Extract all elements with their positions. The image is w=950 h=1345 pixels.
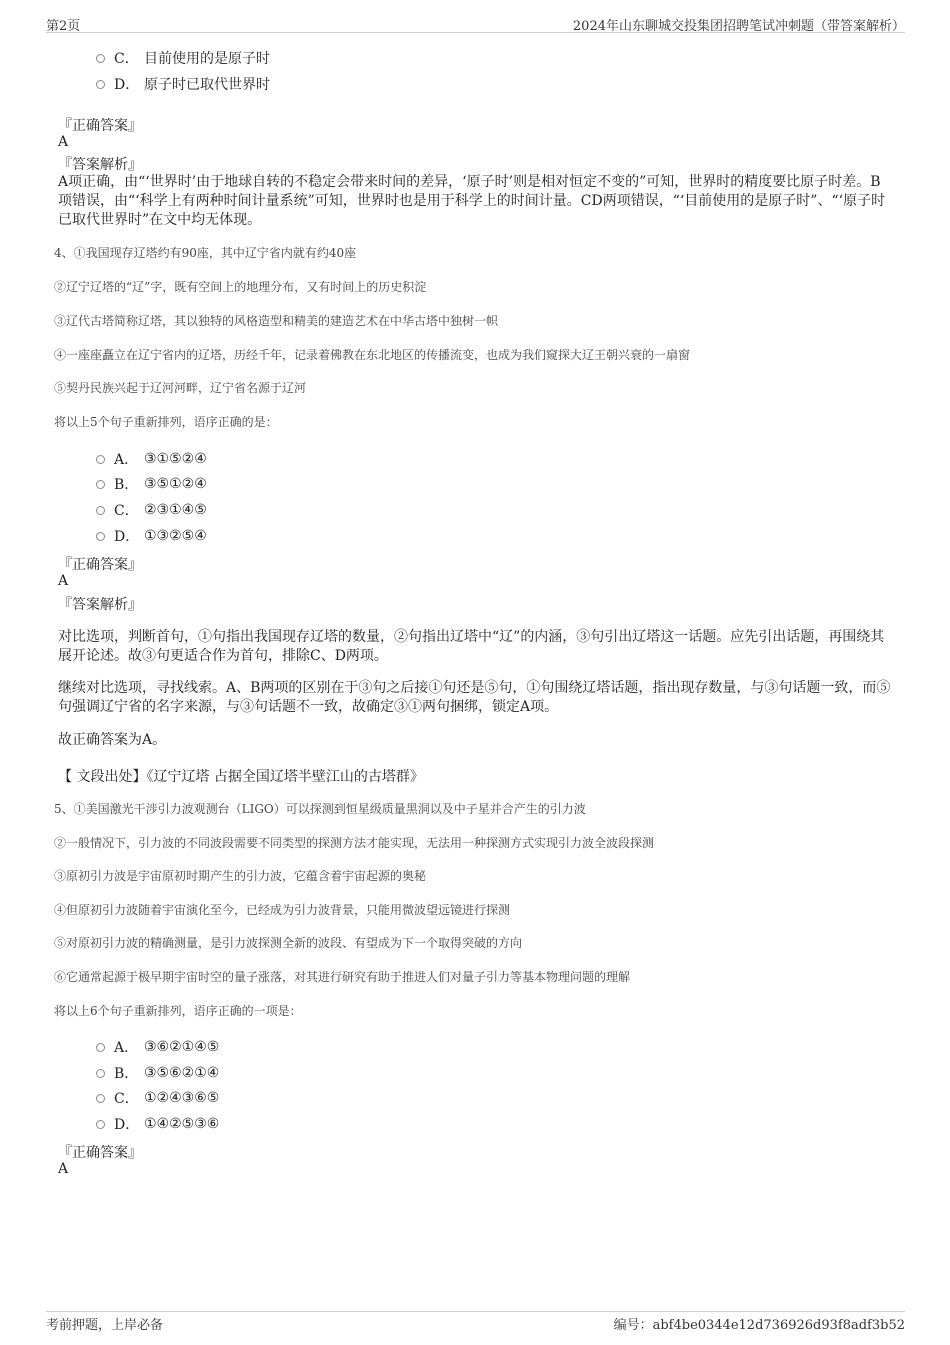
footer-divider [46, 1311, 905, 1312]
option-letter: B． [114, 1066, 139, 1082]
radio-icon[interactable] [96, 1069, 105, 1078]
q5-option-c[interactable] [96, 1088, 219, 1108]
q4-sentence-4: ④一座座矗立在辽宁省内的辽塔，历经千年，记录着佛教在东北地区的传播流变，也成为我们窥探大辽王朝兴衰的一扇窗 [54, 348, 691, 362]
option-text: ②③①④⑤ [144, 502, 207, 518]
radio-icon[interactable] [96, 532, 105, 541]
option-text: ③①⑤②④ [144, 451, 207, 467]
q3-analysis-label: 『答案解析』 [58, 157, 142, 173]
radio-icon[interactable] [96, 54, 105, 63]
document-serial: 编号：abf4be0344e12d736926d93f8adf3b52 [613, 1318, 905, 1333]
radio-icon[interactable] [96, 1120, 105, 1129]
option-letter: D． [114, 77, 140, 93]
q4-source: 【 文段出处】《辽宁辽塔 占据全国辽塔半壁江山的古塔群》 [58, 769, 424, 785]
q4-prompt: 将以上5个句子重新排列，语序正确的是： [54, 415, 278, 429]
q5-prompt: 将以上6个句子重新排列，语序正确的一项是： [54, 1004, 302, 1018]
q4-analysis-label: 『答案解析』 [58, 597, 142, 613]
page-number: 第2页 [46, 19, 81, 34]
q5-answer: A [58, 1161, 69, 1177]
q5-option-a[interactable] [96, 1037, 219, 1057]
q5-stem: 5、①美国激光干涉引力波观测台（LIGO）可以探测到恒星级质量黑洞以及中子星并合产生的引力波 [54, 802, 586, 816]
q4-stem: 4、①我国现存辽塔约有90座，其中辽宁省内就有约40座 [54, 246, 357, 260]
q3-option-c[interactable] [96, 48, 270, 68]
option-letter: D． [114, 1117, 140, 1133]
q4-analysis-paragraph-2: 继续对比选项，寻找线索。A、B两项的区别在于③句之后接①句还是⑤句，①句围绕辽塔话题，指出现存数量，与③句话题一致，而⑤句强调辽宁省的名字来源，与③句话题不一致，故确定③①两句捆绑，锁定A项。 [58, 680, 891, 715]
radio-icon[interactable] [96, 480, 105, 489]
q4-answer-label: 『正确答案』 [58, 557, 142, 573]
option-text: ③⑤⑥②①④ [144, 1065, 220, 1081]
option-text: 原子时已取代世界时 [144, 77, 270, 93]
radio-icon[interactable] [96, 1043, 105, 1052]
q3-option-d[interactable] [96, 74, 270, 94]
radio-icon[interactable] [96, 80, 105, 89]
option-letter: D． [114, 529, 140, 545]
radio-icon[interactable] [96, 506, 105, 515]
q5-answer-label: 『正确答案』 [58, 1145, 142, 1161]
q5-sentence-4: ④但原初引力波随着宇宙演化至今，已经成为引力波背景，只能用微波望远镜进行探测 [54, 903, 511, 917]
radio-icon[interactable] [96, 455, 105, 464]
q4-sentence-2: ②辽宁辽塔的“辽”字，既有空间上的地理分布，又有时间上的历史积淀 [54, 280, 427, 294]
q4-answer: A [58, 573, 69, 589]
document-title: 2024年山东聊城交投集团招聘笔试冲刺题（带答案解析） [572, 19, 905, 34]
q3-analysis: A项正确，由“‘世界时’由于地球自转的不稳定会带来时间的差异，‘原子时’则是相对恒定不变的”可知，世界时的精度要比原子时差。B项错误，由“‘科学上有两种时间计量系统”可知，世界时也是用于科学上的时间计量。CD两项错误，“‘目前使用的是原子时”、“‘原子时已取代世界时”在文中均无体现。 [58, 174, 886, 228]
radio-icon[interactable] [96, 1094, 105, 1103]
q5-sentence-5: ⑤对原初引力波的精确测量，是引力波探测全新的波段、有望成为下一个取得突破的方向 [54, 936, 523, 950]
q4-sentence-3: ③辽代古塔简称辽塔，其以独特的风格造型和精美的建造艺术在中华古塔中独树一帜 [54, 314, 499, 328]
q4-analysis-paragraph-3: 故正确答案为A。 [58, 732, 167, 748]
option-text: ①③②⑤④ [144, 528, 207, 544]
option-letter: C． [114, 503, 139, 519]
q4-analysis-paragraph-1: 对比选项，判断首句，①句指出我国现存辽塔的数量，②句指出辽塔中“辽”的内涵，③句引出辽塔这一话题。应先引出话题，再围绕其展开论述。故③句更适合作为首句，排除C、D两项。 [58, 629, 885, 664]
q4-option-b[interactable] [96, 474, 207, 494]
q5-option-d[interactable] [96, 1114, 219, 1134]
q3-answer-label: 『正确答案』 [58, 118, 142, 134]
q5-sentence-2: ②一般情况下，引力波的不同波段需要不同类型的探测方法才能实现，无法用一种探测方式实现引力波全波段探测 [54, 836, 655, 850]
q4-option-a[interactable] [96, 449, 207, 469]
option-letter: C． [114, 1091, 139, 1107]
option-letter: B． [114, 477, 139, 493]
footer-slogan: 考前押题，上岸必备 [46, 1318, 164, 1333]
q4-option-d[interactable] [96, 526, 207, 546]
option-text: ①④②⑤③⑥ [144, 1116, 220, 1132]
q4-sentence-5: ⑤契丹民族兴起于辽河河畔，辽宁省名源于辽河 [54, 381, 307, 395]
option-text: 目前使用的是原子时 [144, 51, 270, 67]
option-letter: C． [114, 51, 139, 67]
q5-sentence-3: ③原初引力波是宇宙原初时期产生的引力波，它蕴含着宇宙起源的奥秘 [54, 869, 427, 883]
option-letter: A． [114, 452, 139, 468]
q5-sentence-6: ⑥它通常起源于极早期宇宙时空的量子涨落，对其进行研究有助于推进人们对量子引力等基本物理问题的理解 [54, 970, 631, 984]
option-text: ③⑤①②④ [144, 476, 207, 492]
option-text: ③⑥②①④⑤ [144, 1039, 220, 1055]
q5-option-b[interactable] [96, 1063, 219, 1083]
q4-option-c[interactable] [96, 500, 207, 520]
q3-answer: A [58, 134, 69, 150]
option-text: ①②④③⑥⑤ [144, 1090, 220, 1106]
option-letter: A． [114, 1040, 139, 1056]
header-divider [46, 32, 905, 33]
